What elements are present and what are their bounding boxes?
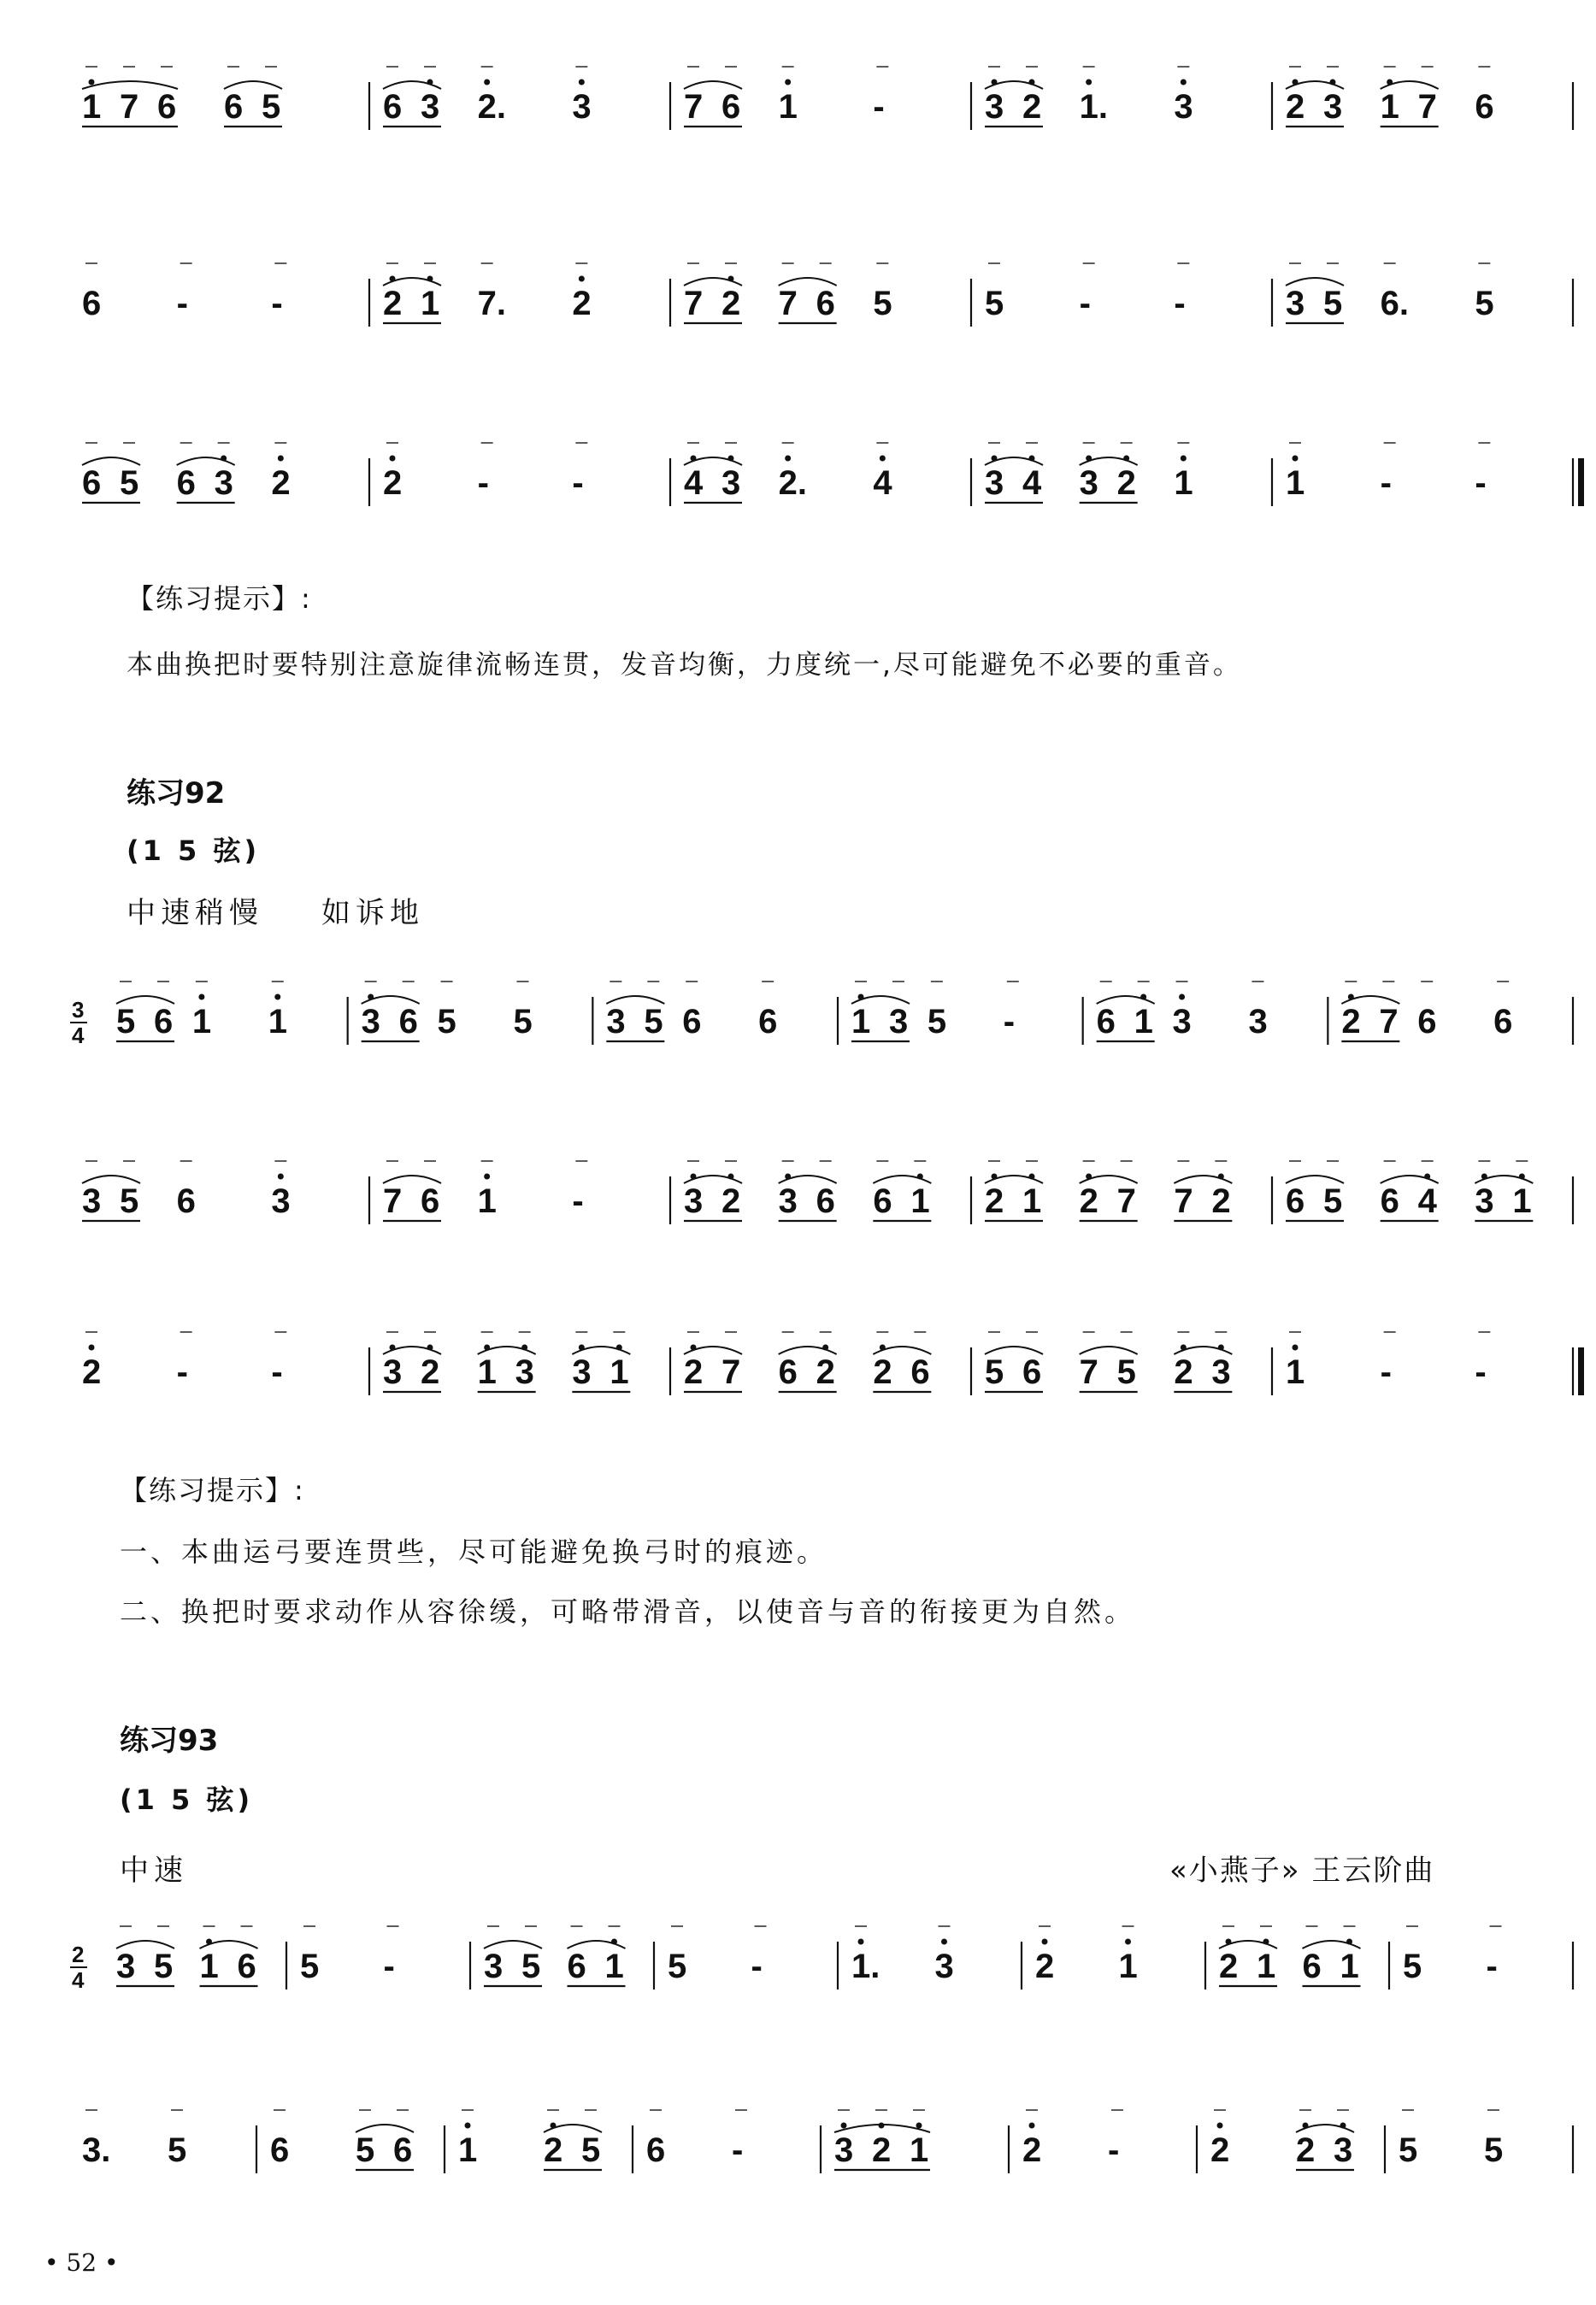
note: 6: [82, 285, 102, 322]
note: 3: [214, 464, 233, 502]
note: 6: [82, 464, 102, 502]
note: 2: [1116, 464, 1136, 502]
note: 4: [1417, 1182, 1437, 1220]
note: 2: [872, 2131, 892, 2169]
note: 3: [1286, 285, 1305, 322]
note: 1: [910, 1182, 930, 1220]
note: 2: [1211, 1182, 1231, 1220]
note: 6: [1302, 1948, 1322, 1985]
note: 1: [199, 1948, 219, 1985]
note: 5: [1323, 285, 1343, 322]
note: 3: [1211, 1353, 1231, 1391]
note: 6: [910, 1353, 930, 1391]
note: 6: [778, 1353, 798, 1391]
note: -: [1475, 1353, 1487, 1391]
note: 2: [271, 464, 291, 502]
practice-hint-title: 【练习提示】:: [127, 582, 312, 615]
note: 1: [477, 1182, 497, 1220]
exercise-92-strings: (1 5 弦): [127, 834, 261, 867]
note: -: [1174, 285, 1186, 322]
note: 2: [684, 1353, 704, 1391]
note: 7: [778, 285, 798, 322]
note: 1: [268, 1003, 288, 1040]
octave-dot: [198, 994, 204, 1000]
exercise-92-title: 练习92: [127, 776, 226, 811]
note: 5: [513, 1003, 533, 1040]
note: -: [1079, 285, 1091, 322]
note: 7: [1379, 1003, 1399, 1040]
note: 1: [1380, 88, 1399, 126]
note: 2: [1079, 1182, 1098, 1220]
note: 3: [1334, 2131, 1353, 2169]
note: 5: [1403, 1948, 1422, 1985]
octave-dot: [1293, 1345, 1299, 1351]
octave-dot: [1086, 80, 1092, 85]
notation-staff: [68, 427, 1581, 530]
score-system-3: [68, 427, 1581, 530]
note: 1: [82, 88, 102, 126]
note: -: [1475, 464, 1487, 502]
note: 3: [484, 1948, 504, 1985]
note: -: [1108, 2131, 1120, 2169]
note: 1: [778, 88, 798, 126]
note: 6: [1380, 1182, 1399, 1220]
note: 5: [927, 1003, 947, 1040]
note: 5: [300, 1948, 320, 1985]
note: 6: [270, 2131, 290, 2169]
note: 6: [567, 1948, 586, 1985]
octave-dot: [274, 994, 280, 1000]
note: 2: [1022, 88, 1042, 126]
note: 3: [1248, 1003, 1268, 1040]
time-signature-bottom: 4: [72, 1023, 85, 1048]
note: 6.: [1380, 285, 1410, 322]
practice-hint-body: 本曲换把时要特别注意旋律流畅连贯，发音均衡，力度统一,尽可能避免不必要的重音。: [127, 650, 1242, 681]
note: 1: [1022, 1182, 1042, 1220]
note: 6: [816, 285, 835, 322]
time-signature-top: 2: [72, 1942, 85, 1967]
exercise-92-tempo: 中速稍慢: [127, 896, 263, 930]
note: -: [751, 1948, 763, 1985]
octave-dot: [858, 1939, 864, 1945]
note: 7: [120, 88, 139, 126]
note: 2: [544, 2131, 563, 2169]
page-number: • 52 •: [44, 2249, 119, 2277]
exercise-93-title: 练习93: [120, 1724, 219, 1758]
note: 5: [1475, 285, 1494, 322]
notation-staff: [68, 1911, 1581, 2013]
note: 6: [393, 2131, 413, 2169]
note: 3: [383, 1353, 403, 1391]
score-system-4: [68, 966, 1581, 1069]
note: 5: [644, 1003, 663, 1040]
note: 5: [437, 1003, 456, 1040]
octave-dot: [1042, 1939, 1048, 1945]
note: 5: [1399, 2131, 1418, 2169]
note: 6: [1493, 1003, 1513, 1040]
note: 3.: [82, 2131, 111, 2169]
note: 1.: [1079, 88, 1109, 126]
note: 6: [873, 1182, 892, 1220]
note: -: [572, 464, 584, 502]
final-barline: [1578, 1347, 1584, 1395]
note: 2: [1219, 1948, 1239, 1985]
note: 5: [581, 2131, 601, 2169]
note: 1: [851, 1003, 871, 1040]
note: 6: [721, 88, 741, 126]
note: 3: [82, 1182, 102, 1220]
octave-dot: [880, 456, 886, 462]
note: 3: [834, 2131, 854, 2169]
note: 3: [985, 88, 1004, 126]
note: 3: [1323, 88, 1343, 126]
time-signature: [70, 997, 87, 1048]
note: 5: [168, 2131, 187, 2169]
octave-dot: [1181, 456, 1187, 462]
note: 2: [1174, 1353, 1193, 1391]
note: 4: [873, 464, 892, 502]
exercise-93-tempo: 中速: [120, 1854, 188, 1888]
practice-hint-line: 一、本曲运弓要连贯些，尽可能避免换弓时的痕迹。: [120, 1536, 828, 1568]
octave-dot: [89, 1345, 95, 1351]
note: 5: [262, 88, 281, 126]
note: 2: [421, 1353, 440, 1391]
note: 5: [356, 2131, 375, 2169]
note: 3: [889, 1003, 909, 1040]
octave-dot: [1179, 994, 1185, 1000]
notation-staff: [68, 2095, 1581, 2197]
note: 3: [684, 1182, 704, 1220]
note: 5: [1116, 1353, 1136, 1391]
note: -: [176, 1353, 188, 1391]
note: 2.: [477, 88, 507, 126]
note: 3: [1079, 464, 1098, 502]
note: 6: [816, 1182, 835, 1220]
note: 3: [572, 88, 592, 126]
note: 3: [934, 1948, 954, 1985]
note: 6: [758, 1003, 778, 1040]
note: 5: [668, 1948, 687, 1985]
note: 1: [1340, 1948, 1359, 1985]
note: 7: [383, 1182, 403, 1220]
octave-dot: [1217, 2123, 1223, 2129]
note: 5: [1484, 2131, 1504, 2169]
note: 1: [1286, 464, 1305, 502]
note: 6: [176, 464, 196, 502]
final-barline: [1578, 458, 1584, 506]
note: 6: [421, 1182, 440, 1220]
note: -: [1486, 1948, 1498, 1985]
note: 2: [383, 285, 403, 322]
note: -: [572, 1182, 584, 1220]
note: 6: [224, 88, 244, 126]
octave-dot: [785, 80, 791, 85]
octave-dot: [484, 80, 490, 85]
note: 7: [1417, 88, 1437, 126]
note: 2: [985, 1182, 1004, 1220]
note: 7: [1174, 1182, 1193, 1220]
note: 2: [1286, 88, 1305, 126]
note: 7: [1116, 1182, 1136, 1220]
note: -: [271, 285, 283, 322]
practice-hint-line: 二、换把时要求动作从容徐缓，可略带滑音，以使音与音的衔接更为自然。: [120, 1595, 1136, 1628]
note: 6: [1022, 1353, 1042, 1391]
note: 3: [721, 464, 741, 502]
score-system-8: [68, 2095, 1581, 2197]
octave-dot: [579, 80, 585, 85]
octave-dot: [1181, 80, 1187, 85]
note: 7: [1079, 1353, 1098, 1391]
note: 7.: [477, 285, 507, 322]
note: 6: [1286, 1182, 1305, 1220]
exercise-93-strings: (1 5 弦): [120, 1783, 254, 1816]
note: 2: [1022, 2131, 1042, 2169]
octave-dot: [465, 2123, 471, 2129]
note: 1: [1174, 464, 1193, 502]
note: 6: [154, 1003, 174, 1040]
note: 3: [572, 1353, 592, 1391]
note: 1: [191, 1003, 212, 1040]
notation-staff: [68, 248, 1581, 351]
note: 4: [684, 464, 704, 502]
note: 5: [154, 1948, 174, 1985]
note: 1.: [851, 1948, 880, 1985]
note: 1: [477, 1353, 497, 1391]
note: 2: [1035, 1948, 1055, 1985]
note: 6: [176, 1182, 196, 1220]
note: -: [383, 1948, 395, 1985]
note: 2: [572, 285, 592, 322]
note: 1: [910, 2131, 929, 2169]
note: 2: [816, 1353, 835, 1391]
note: 3: [1172, 1003, 1192, 1040]
note: 5: [1323, 1182, 1343, 1220]
note: 1: [604, 1948, 624, 1985]
note: 2: [721, 285, 741, 322]
octave-dot: [278, 456, 284, 462]
octave-dot: [484, 1174, 490, 1180]
octave-dot: [1029, 2123, 1035, 2129]
octave-dot: [785, 456, 791, 462]
octave-dot: [278, 1174, 284, 1180]
note: 1: [458, 2131, 478, 2169]
note: -: [176, 285, 188, 322]
note: -: [477, 464, 489, 502]
note: 5: [116, 1003, 136, 1040]
note: 1: [610, 1353, 629, 1391]
note: 3: [271, 1182, 291, 1220]
score-system-2: [68, 248, 1581, 351]
note: -: [1380, 1353, 1392, 1391]
note: 3: [778, 1182, 798, 1220]
practice-hint-title: 【练习提示】:: [120, 1474, 305, 1506]
note: 2: [1210, 2131, 1230, 2169]
note: 6: [237, 1948, 256, 1985]
note: 6: [682, 1003, 702, 1040]
exercise-92-expression: 如诉地: [321, 896, 424, 930]
note: 1: [1134, 1003, 1153, 1040]
octave-dot: [941, 1939, 947, 1945]
octave-dot: [1293, 456, 1299, 462]
score-system-1: [68, 51, 1581, 154]
octave-dot: [1125, 1939, 1131, 1945]
notation-staff: [68, 1146, 1581, 1248]
note: 5: [985, 1353, 1004, 1391]
note: 3: [116, 1948, 136, 1985]
note: 2: [721, 1182, 741, 1220]
note: 3: [985, 464, 1004, 502]
note: 6: [383, 88, 403, 126]
octave-dot: [390, 456, 396, 462]
note: 3: [515, 1353, 534, 1391]
note: 2: [1341, 1003, 1361, 1040]
octave-dot: [916, 2123, 922, 2129]
octave-dot: [579, 276, 585, 282]
note: 3: [1475, 1182, 1494, 1220]
note: 3: [1174, 88, 1193, 126]
composer-attribution: «小燕子» 王云阶曲: [1169, 1854, 1435, 1888]
time-signature-top: 3: [72, 997, 85, 1023]
note: -: [873, 88, 885, 126]
note: 4: [1022, 464, 1042, 502]
notation-staff: [68, 51, 1581, 154]
note: 3: [606, 1003, 626, 1040]
note: 6: [157, 88, 177, 126]
time-signature-bottom: 4: [72, 1967, 85, 1993]
note: -: [1380, 464, 1392, 502]
note: 5: [521, 1948, 541, 1985]
score-system-7: [68, 1911, 1581, 2013]
note: 5: [120, 1182, 139, 1220]
note: 1: [1118, 1948, 1138, 1985]
note: 1: [1286, 1353, 1305, 1391]
note: 2: [82, 1353, 102, 1391]
octave-dot: [89, 80, 95, 85]
note: 6: [1096, 1003, 1116, 1040]
time-signature: [70, 1942, 87, 1993]
score-system-5: [68, 1146, 1581, 1248]
note: 6: [1475, 88, 1494, 126]
notation-staff: [68, 966, 1581, 1069]
note: 2: [1296, 2131, 1316, 2169]
note: 1: [421, 285, 440, 322]
note: 3: [421, 88, 440, 126]
octave-dot: [841, 2123, 847, 2129]
note: 7: [684, 285, 704, 322]
note: 6: [646, 2131, 666, 2169]
note: -: [1003, 1003, 1016, 1040]
note: 7: [721, 1353, 741, 1391]
score-system-6: [68, 1317, 1581, 1419]
note: 5: [985, 285, 1004, 322]
note: 2: [383, 464, 403, 502]
note: 3: [361, 1003, 380, 1040]
note: 6: [398, 1003, 418, 1040]
note: 2: [873, 1353, 892, 1391]
note: 2.: [778, 464, 808, 502]
notation-staff: [68, 1317, 1581, 1419]
note: 1: [1257, 1948, 1276, 1985]
note: 7: [684, 88, 704, 126]
note: -: [732, 2131, 744, 2169]
note: -: [271, 1353, 283, 1391]
note: 1: [1512, 1182, 1532, 1220]
note: 5: [873, 285, 892, 322]
note: 6: [1417, 1003, 1437, 1040]
note: 5: [120, 464, 139, 502]
